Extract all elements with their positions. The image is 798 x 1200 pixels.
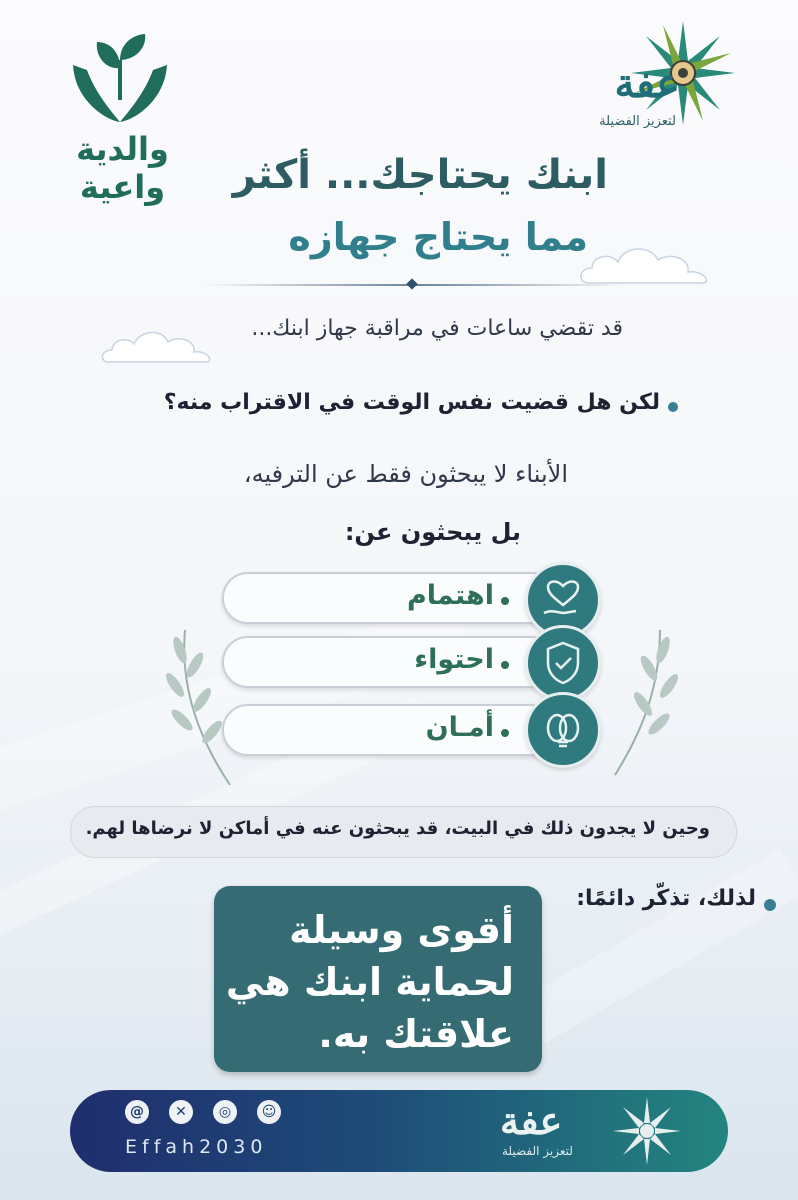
campaign-name: والدية واعية: [76, 130, 169, 206]
warning-text: وحين لا يجدون ذلك في البيت، قد يبحثون عنه في أماكن لا نرضاها لهم.: [85, 818, 710, 839]
bullet-dot: [501, 661, 509, 669]
card-line-2: لحماية ابنك هي: [225, 960, 514, 1004]
need-label: أمـان: [425, 712, 494, 743]
need-item: [222, 636, 566, 688]
kids-line-1: الأبناء لا يبحثون فقط عن الترفيه،: [243, 460, 568, 488]
leaf-branch-icon: [140, 620, 240, 790]
snapchat-icon[interactable]: ☺: [257, 1100, 281, 1124]
headline-line-2: مما يحتاج جهازه: [288, 215, 588, 259]
bullet-dot: [764, 899, 776, 911]
footer-brand-name: عفة: [500, 1098, 563, 1143]
divider-diamond: [406, 278, 417, 289]
headline-line-1: ابنك يحتاجك... أكثر: [232, 152, 608, 198]
kids-line-2: بل يبحثون عن:: [344, 518, 521, 546]
intro-text: قد تقضي ساعات في مراقبة جهاز ابنك...: [251, 316, 623, 341]
question-text: لكن هل قضيت نفس الوقت في الاقتراب منه؟: [163, 390, 660, 415]
shield-check-icon: [525, 625, 601, 701]
bullet-dot: [668, 402, 678, 412]
footer-brand-tagline: لتعزيز الفضيلة: [502, 1144, 573, 1158]
need-item: [222, 572, 566, 624]
need-label: اهتمام: [406, 580, 494, 611]
card-line-1: أقوى وسيلة: [289, 908, 514, 952]
need-label: احتواء: [414, 644, 494, 675]
footer-bar: [70, 1090, 728, 1172]
background-streak: [520, 850, 798, 1043]
bullet-dot: [501, 597, 509, 605]
sun-emblem-icon: [610, 1094, 684, 1168]
social-handle[interactable]: Effah2030: [125, 1136, 268, 1158]
remember-text: لذلك، تذكّر دائمًا:: [576, 886, 756, 911]
effah-logo: [568, 18, 738, 138]
cloud-icon: [100, 322, 220, 366]
brain-icon: [525, 692, 601, 768]
cloud-icon: [578, 238, 718, 288]
campaign-logo: [30, 30, 215, 206]
card-line-3: علاقتك به.: [318, 1012, 514, 1056]
brand-name: عفة: [614, 60, 680, 107]
leaf-branch-icon: [605, 620, 695, 780]
bullet-dot: [501, 729, 509, 737]
need-item: [222, 704, 566, 756]
x-icon[interactable]: ✕: [169, 1100, 193, 1124]
plant-hands-icon: [65, 30, 175, 130]
instagram-icon[interactable]: ◎: [213, 1100, 237, 1124]
threads-icon[interactable]: @: [125, 1100, 149, 1124]
key-message-card: [214, 886, 542, 1072]
brand-tagline: لتعزيز الفضيلة: [599, 114, 676, 129]
